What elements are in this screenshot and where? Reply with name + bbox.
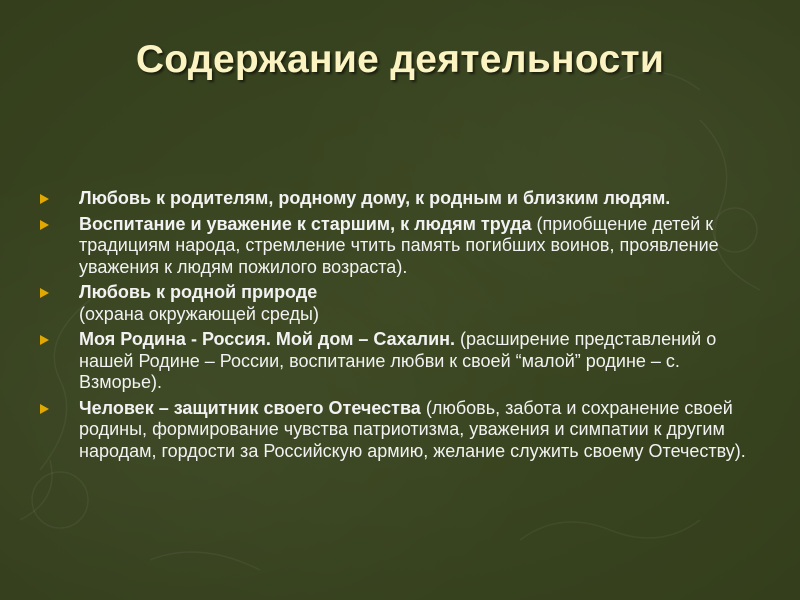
bullet-text: (приобщение детей к традициям народа, стремление чтить память погибших воинов, проявление уважения к людям пожилого возраста). [79, 213, 719, 277]
bullet-item [40, 282, 760, 325]
slide-title: Содержание деятельности [135, 38, 665, 81]
triangle-bullet-icon [40, 220, 49, 230]
bullet-bold-text: Воспитание и уважение к старшим, к людям труда [79, 213, 532, 234]
bullet-item [40, 214, 760, 279]
bullet-item [40, 329, 760, 394]
bullet-item [40, 188, 760, 210]
bullet-bold-text: Любовь к родителям, родному дому, к родным и близким людям. [79, 188, 671, 208]
bullet-bold-text: Любовь к родной природе [79, 282, 318, 302]
triangle-bullet-icon [40, 404, 49, 414]
bullet-list [40, 188, 760, 466]
bullet-text: (любовь, забота и сохранение своей родины, формирование чувства патриотизма, уважения и симпатии к другим народам, гордости за Российскую армию, желание служить своему Отечеству). [79, 397, 746, 461]
triangle-bullet-icon [40, 194, 49, 204]
bullet-text: (расширение представлений о нашей Родине – России, воспитание любви к своей “малой” родине – с. Взморье). [79, 329, 717, 392]
triangle-bullet-icon [40, 335, 49, 345]
triangle-bullet-icon [40, 288, 49, 298]
bullet-text: (охрана окружающей среды) [79, 303, 319, 324]
bullet-bold-text: Моя Родина - Россия. Мой дом – Сахалин. [79, 329, 456, 349]
bullet-bold-text: Человек – защитник своего Отечества [79, 397, 421, 418]
bullet-item [40, 398, 760, 463]
